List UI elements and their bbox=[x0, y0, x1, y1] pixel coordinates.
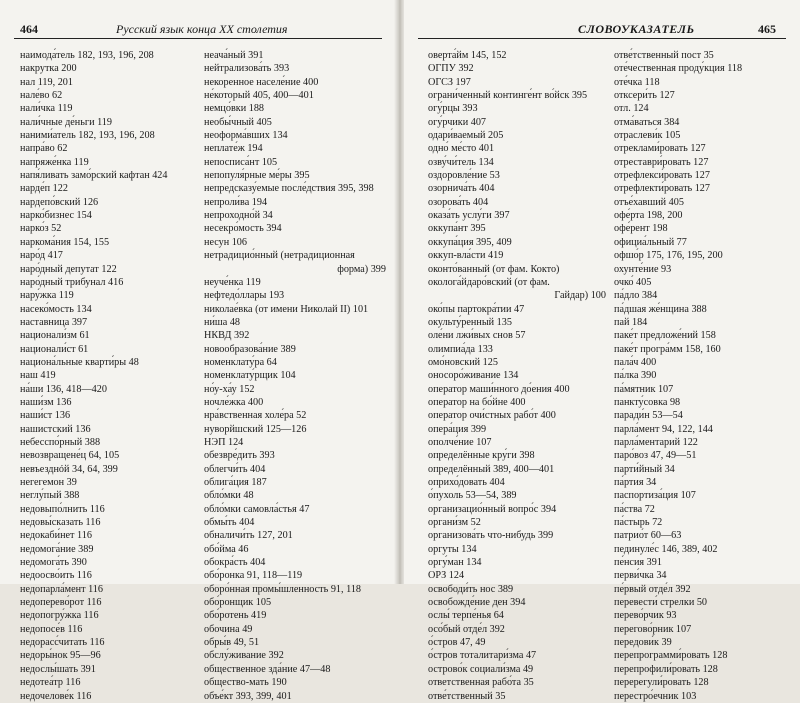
index-entry: невъезднóй 34, 64, 399 bbox=[20, 463, 118, 475]
index-entry: несекро́мость 394 bbox=[204, 223, 282, 235]
index-entry: недовыпо́лнить 116 bbox=[20, 503, 105, 515]
index-entry: обры́в 49, 51 bbox=[204, 637, 260, 649]
index-entry: пай 184 bbox=[614, 316, 648, 328]
index-entry: олимпиа́да 133 bbox=[428, 343, 493, 355]
index-entry: нашистский 136 bbox=[20, 423, 91, 435]
index-entry: отрефлекти́ровать 127 bbox=[614, 183, 710, 195]
index-entry: непроходно́й 34 bbox=[204, 210, 273, 222]
index-entry: нарко́з 52 bbox=[20, 223, 62, 235]
right-page-number: 465 bbox=[758, 22, 776, 36]
index-entry: оказа́ть услу́ги 397 bbox=[428, 210, 510, 222]
index-entry: ополче́ние 107 bbox=[428, 436, 492, 448]
index-entry: национали́зм 61 bbox=[20, 330, 90, 342]
index-entry: опера́ция 399 bbox=[428, 423, 487, 435]
left-page-header bbox=[14, 22, 382, 39]
index-entry: нарко́бизнес 154 bbox=[20, 210, 92, 222]
left-running-title: Русский язык конца XX столетия bbox=[116, 22, 288, 36]
index-entry: наними́атель 182, 193, 196, 208 bbox=[20, 130, 155, 142]
index-entry: оператор очи́стных рабо́т 400 bbox=[428, 410, 556, 422]
index-entry: перви́чка 34 bbox=[614, 570, 667, 582]
right-page bbox=[404, 0, 800, 702]
index-entry: нетрадицио́нный (нетрадиционная bbox=[204, 250, 355, 262]
index-entry: отрефлекси́ровать 127 bbox=[614, 170, 710, 182]
index-entry: обо́ронка 91, 118—119 bbox=[204, 570, 303, 582]
index-entry: номенклату́ра 64 bbox=[204, 356, 277, 368]
index-entry: обналичи́ть 127, 201 bbox=[204, 530, 293, 542]
index-entry: офе́рта 198, 200 bbox=[614, 210, 683, 222]
index-entry: непопуля́рные ме́ры 395 bbox=[204, 170, 310, 182]
index-entry: паке́т програ́мм 158, 160 bbox=[614, 343, 721, 355]
index-entry: недоперево́рот 116 bbox=[20, 597, 102, 609]
index-entry: офе́рент 198 bbox=[614, 223, 668, 235]
right-index-column-1 bbox=[428, 49, 612, 703]
index-entry: паро́воз 47, 49—51 bbox=[614, 450, 697, 462]
index-entry: отксери́ть 127 bbox=[614, 90, 675, 102]
index-entry: органи́зм 52 bbox=[428, 517, 481, 529]
index-entry: панкту́совка 98 bbox=[614, 396, 681, 408]
index-entry: небесспо́рный 388 bbox=[20, 436, 101, 448]
index-entry: наро́дный депутат 122 bbox=[20, 263, 117, 275]
index-entry: перево́рчик 93 bbox=[614, 610, 677, 622]
index-entry: наши́зм 136 bbox=[20, 396, 72, 408]
index-entry: освободи́ть нос 389 bbox=[428, 583, 514, 595]
index-entry: напра́во 62 bbox=[20, 143, 68, 155]
index-entry: необы́чный 405 bbox=[204, 116, 272, 128]
index-entry: недоосво́ить 116 bbox=[20, 570, 92, 582]
index-entry: па́лка 390 bbox=[614, 370, 657, 382]
index-entry: оздоровле́ние 53 bbox=[428, 170, 500, 182]
index-entry: недовы́сказать 116 bbox=[20, 517, 101, 529]
index-entry: нардепо́вский 126 bbox=[20, 196, 99, 208]
index-entry: нали́чка 119 bbox=[20, 103, 73, 115]
index-entry: НКВД 392 bbox=[204, 330, 250, 342]
index-entry: перепрограмми́ровать 128 bbox=[614, 650, 728, 662]
index-entry: недопогру́жка 116 bbox=[20, 610, 99, 622]
index-entry: национали́ст 61 bbox=[20, 343, 89, 355]
index-entry: озорнича́ть 404 bbox=[428, 183, 495, 195]
index-entry: отл. 124 bbox=[614, 103, 649, 115]
index-entry: недорасс́читать 116 bbox=[20, 637, 105, 649]
index-entry: на́ши 136, 418—420 bbox=[20, 383, 107, 395]
index-entry: несун 106 bbox=[204, 236, 247, 248]
index-entry: оккуп-вла́сти 419 bbox=[428, 250, 504, 262]
index-entry: оргу́ман 134 bbox=[428, 557, 482, 569]
index-entry: невозвращене́ц 64, 105 bbox=[20, 450, 120, 462]
index-entry: огу́рчики 407 bbox=[428, 116, 487, 128]
index-entry: отве́тственный пост 35 bbox=[614, 50, 714, 61]
index-entry: ночле́жка 400 bbox=[204, 396, 264, 408]
index-entry: нуворйшский 125—126 bbox=[204, 423, 307, 435]
index-entry: не́который 405, 400—401 bbox=[204, 90, 314, 102]
index-entry: обо́ротень 419 bbox=[204, 610, 267, 622]
index-entry: накрутка 200 bbox=[20, 63, 77, 75]
left-page bbox=[0, 0, 396, 702]
index-entry: недопосе́в 116 bbox=[20, 623, 83, 635]
left-index-column-2 bbox=[204, 49, 392, 703]
index-entry: очко́ 405 bbox=[614, 276, 652, 288]
left-page-number: 464 bbox=[20, 22, 38, 36]
index-entry: оргуты 134 bbox=[428, 543, 477, 555]
index-entry: негегемон 39 bbox=[20, 477, 77, 488]
index-entry: отъе́хавший 405 bbox=[614, 196, 684, 208]
index-entry: национа́льные кварти́ры 48 bbox=[20, 356, 139, 368]
index-entry: наши́ст 136 bbox=[20, 410, 71, 422]
index-entry: облегчи́ть 404 bbox=[204, 463, 266, 475]
index-entry: обезвре́дить 393 bbox=[204, 450, 275, 462]
index-entry: отраслеви́к 105 bbox=[614, 130, 681, 142]
index-entry: парла́мент 94, 122, 144 bbox=[614, 423, 713, 435]
index-entry: па́ртия 34 bbox=[614, 477, 657, 488]
index-entry: недопарла́мент 116 bbox=[20, 583, 103, 595]
index-entry: ОГСЗ 197 bbox=[428, 76, 471, 88]
index-entry: нали́чные де́ньги 119 bbox=[20, 116, 112, 128]
index-entry: ответственная рабо́та 35 bbox=[428, 677, 534, 689]
index-entry: офшо́р 175, 176, 195, 200 bbox=[614, 250, 723, 262]
index-entry: отреклами́ровать 127 bbox=[614, 143, 706, 155]
index-entry: обмы́ть 404 bbox=[204, 517, 255, 529]
index-entry: осо́бый отде́л 392 bbox=[428, 623, 505, 635]
index-entry: омо́новский 125 bbox=[428, 356, 498, 368]
index-entry: общество-мать 190 bbox=[204, 677, 287, 689]
index-entry: патрио́т 60—63 bbox=[614, 530, 682, 542]
index-entry: неоформа́вших 134 bbox=[204, 130, 288, 142]
index-entry: паке́т предложе́ний 158 bbox=[614, 330, 716, 342]
index-entry: номенклату́рщик 104 bbox=[204, 370, 296, 382]
index-entry: нарде́п 122 bbox=[20, 183, 68, 195]
index-entry: оккупа́нт 395 bbox=[428, 223, 486, 235]
index-entry: оте́чка 118 bbox=[614, 76, 660, 88]
index-entry: нару́жка 119 bbox=[20, 290, 74, 302]
index-entry: перерегули́ровать 128 bbox=[614, 677, 709, 689]
index-entry: определённые кру́ги 398 bbox=[428, 450, 535, 462]
index-entry: недомога́ние 389 bbox=[20, 543, 94, 555]
index-entry: наш 419 bbox=[20, 370, 56, 382]
index-entry: па́дло 384 bbox=[614, 290, 658, 302]
index-entry: ОРЗ 124 bbox=[428, 570, 465, 582]
index-entry: пе́нсия 391 bbox=[614, 557, 662, 569]
index-entry: парти́йный 34 bbox=[614, 463, 675, 475]
index-entry: оверта́йм 145, 152 bbox=[428, 50, 507, 61]
index-entry: некоренное населе́ние 400 bbox=[204, 76, 319, 88]
index-entry: парла́ментарий 122 bbox=[614, 436, 698, 448]
index-entry: новообразова́ние 389 bbox=[204, 343, 296, 355]
index-entry: озву́чи́тель 134 bbox=[428, 156, 494, 168]
index-entry: наркома́ния 154, 155 bbox=[20, 236, 110, 248]
index-entry: официа́льный 77 bbox=[614, 236, 687, 248]
index-entry: обо́ронщик 105 bbox=[204, 597, 272, 609]
right-running-title: СЛОВОУКАЗАТЕЛЬ bbox=[578, 22, 695, 36]
index-entry: наимода́тель 182, 193, 196, 208 bbox=[20, 50, 154, 61]
left-index-column-1 bbox=[20, 49, 200, 703]
index-entry: оператор маши́нного до́ения 400 bbox=[428, 383, 570, 395]
index-entry: насеко́мость 134 bbox=[20, 303, 92, 315]
index-entry: обло́мки самовла́стья 47 bbox=[204, 503, 310, 515]
index-entry: оле́ни лжи́вых снов 57 bbox=[428, 330, 526, 342]
index-entry: напя́ливать замо́рский кафтан 424 bbox=[20, 170, 168, 182]
index-entry: неплате́ж 194 bbox=[204, 143, 263, 155]
index-entry: охунте́ние 93 bbox=[614, 263, 672, 275]
index-entry: немцо́вки 188 bbox=[204, 103, 265, 115]
index-entry: око́пы партокра́тии 47 bbox=[428, 303, 525, 315]
index-entry: общественное зда́ние 47—48 bbox=[204, 663, 331, 675]
index-entry: неглу́пый 388 bbox=[20, 490, 80, 502]
index-entry: ни́ша 48 bbox=[204, 316, 241, 328]
index-entry: нефтедо́ллары 193 bbox=[204, 290, 285, 302]
index-entry: недоры́нок 95—96 bbox=[20, 650, 101, 662]
index-entry: о́стров 47, 49 bbox=[428, 637, 486, 649]
right-index-column-2 bbox=[614, 49, 794, 703]
index-entry: объе́кт 393, 399, 401 bbox=[204, 690, 292, 702]
index-entry: передови́к 39 bbox=[614, 637, 672, 649]
index-entry: па́дшая же́нщина 388 bbox=[614, 303, 707, 315]
index-entry: па́ства 72 bbox=[614, 503, 655, 515]
index-entry: перепрофили́ровать 128 bbox=[614, 663, 718, 675]
index-entry: ОГПУ 392 bbox=[428, 63, 474, 75]
index-entry: обслу́живание 392 bbox=[204, 650, 284, 662]
index-entry: нал 119, 201 bbox=[20, 76, 73, 88]
index-entry: непроли́ва 194 bbox=[204, 196, 268, 208]
index-entry: освобожде́ние ден 394 bbox=[428, 597, 526, 609]
index-entry: огу́рцы 393 bbox=[428, 103, 478, 115]
index-entry: оккупа́ция 395, 409 bbox=[428, 236, 512, 248]
index-entry: оприхо́довать 404 bbox=[428, 477, 505, 488]
index-entry: перестро́ечник 103 bbox=[614, 690, 697, 702]
index-entry: обо́йма 46 bbox=[204, 543, 249, 555]
index-entry: перевести́ стрелки 50 bbox=[614, 597, 708, 609]
index-entry: ограни́ченный континге́нт во́йск 395 bbox=[428, 90, 588, 102]
index-entry: напряже́нка 119 bbox=[20, 156, 89, 168]
index-entry: недокаби́нет 116 bbox=[20, 530, 92, 542]
index-entry: организацио́нный вопро́с 394 bbox=[428, 503, 557, 515]
index-entry: оборо́нная промы́шленность 91, 118 bbox=[204, 583, 362, 595]
index-entry: обокра́сть 404 bbox=[204, 557, 266, 569]
index-entry: одари́ваемый 205 bbox=[428, 130, 504, 142]
index-entry: недослы́шать 391 bbox=[20, 663, 96, 675]
index-entry: пе́рвый отде́л 392 bbox=[614, 583, 691, 595]
index-entry: нейтрализова́ть 393 bbox=[204, 63, 290, 75]
index-entry: ослы́ терпе́нья 64 bbox=[428, 610, 504, 622]
index-entry: НЭП 124 bbox=[204, 436, 244, 448]
index-entry: о́стров тоталитари́зма 47 bbox=[428, 650, 537, 662]
index-entry: недомога́ть 390 bbox=[20, 557, 87, 569]
index-entry: наставница 397 bbox=[20, 316, 88, 328]
index-entry: обло́мки 48 bbox=[204, 490, 254, 502]
index-entry: непредсказу́емые после́дствия 395, 398 bbox=[204, 183, 374, 195]
index-entry: одно́ ме́сто 401 bbox=[428, 143, 495, 155]
index-entry: паради́н 53—54 bbox=[614, 410, 683, 422]
index-entry: форма) 399 bbox=[337, 263, 386, 275]
index-entry: но́у-ха́у 152 bbox=[204, 383, 255, 395]
index-entry: оператор на бо́йне 400 bbox=[428, 396, 526, 408]
index-entry: недочелове́к 116 bbox=[20, 690, 92, 702]
index-entry: пединуле́с 146, 389, 402 bbox=[614, 543, 718, 555]
index-entry: пала́ч 400 bbox=[614, 356, 657, 368]
index-entry: нра́вственная холе́ра 52 bbox=[204, 410, 307, 422]
index-entry: о́пухоль 53—54, 389 bbox=[428, 490, 517, 502]
index-entry: организова́ть что-нибудь 399 bbox=[428, 530, 554, 542]
index-entry: па́стырь 72 bbox=[614, 517, 663, 529]
index-entry: наро́д 417 bbox=[20, 250, 63, 262]
index-entry: неача́ный 391 bbox=[204, 50, 264, 61]
index-entry: обочина 49 bbox=[204, 623, 253, 635]
right-page-header bbox=[418, 22, 786, 39]
index-entry: перегово́рник 107 bbox=[614, 623, 692, 635]
index-entry: недотеа́тр 116 bbox=[20, 677, 81, 689]
index-entry: Гайдар) 100 bbox=[554, 290, 606, 302]
index-entry: околога́йдаро́вский (от фам. bbox=[428, 276, 550, 288]
index-entry: отреставри́ровать 127 bbox=[614, 156, 709, 168]
index-entry: облига́ция 187 bbox=[204, 477, 267, 488]
index-entry: определённый 389, 400—401 bbox=[428, 463, 555, 475]
index-entry: неуче́нка 119 bbox=[204, 276, 261, 288]
index-entry: отма́ваться 384 bbox=[614, 116, 680, 128]
index-entry: оте́чественная проду́кция 118 bbox=[614, 63, 743, 75]
index-entry: па́мятник 107 bbox=[614, 383, 674, 395]
index-entry: оконто́ванный (от фам. Кокто) bbox=[428, 263, 560, 275]
index-entry: нале́во 62 bbox=[20, 90, 63, 102]
index-entry: отве́тственный 35 bbox=[428, 690, 506, 702]
index-entry: непосписа́нт 105 bbox=[204, 156, 278, 168]
index-entry: острово́к социали́зма 49 bbox=[428, 663, 534, 675]
index-entry: оносоро́живание 134 bbox=[428, 370, 519, 382]
index-entry: окульту́ренный 135 bbox=[428, 316, 512, 328]
index-entry: озорова́ть 404 bbox=[428, 196, 489, 208]
index-entry: паспортиза́ция 107 bbox=[614, 490, 696, 502]
index-entry: наро́дный трибунал 416 bbox=[20, 276, 124, 288]
index-entry: николае́вка (от имени Николай II) 101 bbox=[204, 303, 369, 315]
